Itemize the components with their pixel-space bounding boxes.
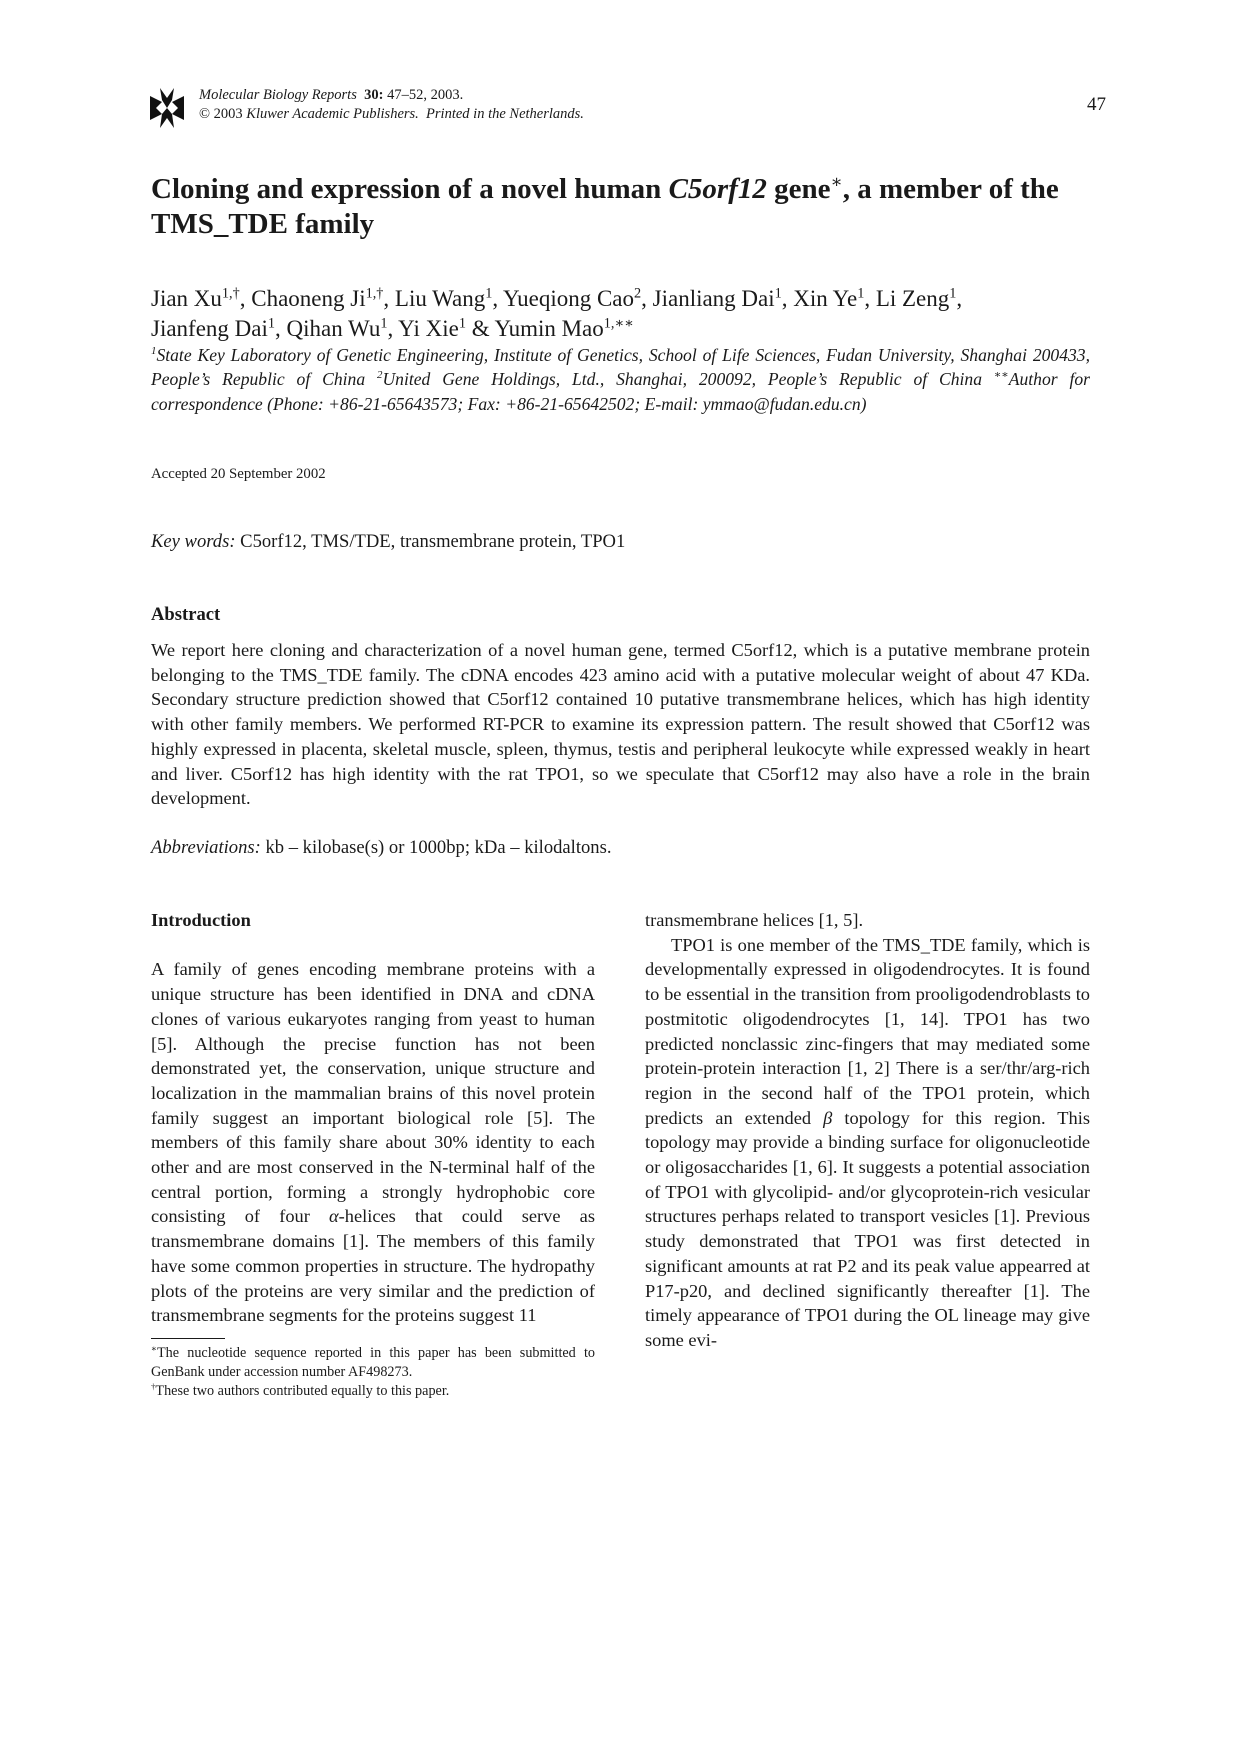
correspondence-info: Author for correspondence (Phone: +86-21-65643573; Fax: +86-21-65642502; E-mail: ymmao@fudan.edu.cn) <box>151 369 1090 414</box>
author-name: Jianliang Dai <box>652 286 775 311</box>
affiliation-2: United Gene Holdings, Ltd., Shanghai, 200092, People’s Republic of China <box>382 369 994 390</box>
introduction-heading: Introduction <box>151 910 251 930</box>
author-separator: , <box>956 286 963 311</box>
intro-p2-text-b: topology for this region. This topology may provide a binding surface for oligonucleotide or oligosaccharides [1, 6]. It suggests a potential association of TPO1 with glycolipid- and/or glycoprotein-rich vesicular structures perhaps related to transport vesicles [1]. Previous study demonstrated that TPO1 was first detected in significant amounts at rat P2 and its peak value appearred at P17-p20, and declined significantly thereafter [1]. The timely appearance of TPO1 during the OL lineage may give some evi- <box>645 1107 1090 1350</box>
author <box>653 286 782 311</box>
keywords-list: C5orf12, TMS/TDE, transmembrane protein, TPO1 <box>235 531 626 552</box>
author-separator: & <box>465 316 495 341</box>
footnote-mark: ∗ <box>151 1343 157 1354</box>
author <box>395 286 492 311</box>
author-name: Liu Wang <box>394 286 486 311</box>
title-part-2: gene <box>766 173 831 205</box>
author-name: Yueqiong Cao <box>503 286 635 311</box>
abbreviations-label: Abbreviations: <box>151 837 261 858</box>
author-separator: , <box>239 286 252 311</box>
author-affiliation-mark: 1,† <box>365 285 384 302</box>
author-name: Li Zeng <box>875 286 950 311</box>
author-separator: , <box>641 286 653 311</box>
abbreviations <box>151 837 612 859</box>
right-column <box>645 908 1090 1353</box>
author-name: Yumin Mao <box>494 316 604 341</box>
author-name: Xin Ye <box>793 286 858 311</box>
copyright-year: 2003 <box>213 106 243 122</box>
author-affiliation-mark: 1 <box>857 285 865 302</box>
footnote-rule <box>151 1338 225 1339</box>
left-column <box>151 908 595 1328</box>
author <box>495 316 634 341</box>
footnotes <box>151 1344 595 1401</box>
journal-citation-line <box>199 86 584 105</box>
publisher-logo-svg <box>150 88 184 128</box>
journal-volume: 30: <box>364 87 384 103</box>
author-affiliation-mark: 1 <box>485 285 493 302</box>
author <box>876 286 957 311</box>
intro-paragraph-1-continued: transmembrane helices [1, 5]. <box>645 910 864 930</box>
author <box>503 286 641 311</box>
footnote-mark: † <box>151 1381 156 1392</box>
alpha-symbol: α <box>329 1206 339 1227</box>
journal-name: Molecular Biology Reports <box>199 87 357 103</box>
author-affiliation-mark: 1 <box>458 315 466 332</box>
author-affiliation-mark: 1,† <box>221 285 240 302</box>
page-number: 47 <box>1087 94 1106 115</box>
paper-title <box>151 172 1096 242</box>
author-separator: , <box>275 316 287 341</box>
title-part-1: Cloning and expression of a novel human <box>151 173 669 205</box>
publisher-name: Kluwer Academic Publishers. <box>246 106 419 122</box>
intro-p1-text-b: -helices that could serve as transmembrane domains [1]. The members of this family have some common properties in structure. The hydropathy plots of the proteins are very similar and the prediction of transmembrane segments for the proteins suggest 11 <box>151 1206 595 1326</box>
title-part-3: , a member of the TMS_TDE family <box>151 173 1059 240</box>
author <box>151 286 240 311</box>
correspondence-mark: ∗∗ <box>993 369 1009 382</box>
accepted-date: Accepted 20 September 2002 <box>151 466 326 482</box>
author <box>151 316 275 341</box>
affiliation-mark: 1 <box>151 345 157 358</box>
intro-paragraph-1 <box>151 957 595 1328</box>
author-name: Yi Xie <box>398 316 459 341</box>
printed-note: Printed in the Netherlands. <box>426 106 584 122</box>
author <box>251 286 383 311</box>
keywords-label: Key words: <box>151 531 236 552</box>
intro-p2-text-a: TPO1 is one member of the TMS_TDE family, which is developmentally expressed in oligodendrocytes. It is found to be essential in the transition from prooligodendroblasts to postmitotic oligodendrocytes [1, 14]. TPO1 has two predicted nonclassic zinc-fingers that may mediated some protein-protein interaction [1, 2] There is a ser/thr/arg-rich region in the second half of the TPO1 protein, which predicts an extended <box>645 934 1090 1128</box>
abbreviations-text: kb – kilobase(s) or 1000bp; kDa – kilodaltons. <box>260 837 612 858</box>
intro-paragraph-2 <box>645 933 1090 1353</box>
author <box>398 316 466 341</box>
author-affiliation-mark: 1 <box>949 285 957 302</box>
abstract-heading: Abstract <box>151 604 221 625</box>
journal-header <box>199 86 584 124</box>
copyright-symbol: © <box>199 106 211 122</box>
author-separator: , <box>864 286 876 311</box>
journal-pages-year: 47–52, 2003. <box>387 87 464 103</box>
author-separator: , <box>383 286 395 311</box>
author-affiliation-mark: 1,∗∗ <box>603 315 634 332</box>
author-name: Jianfeng Dai <box>151 316 268 341</box>
title-footnote-mark: ∗ <box>830 171 843 192</box>
affiliations <box>151 343 1090 416</box>
footnote-text: These two authors contributed equally to this paper. <box>155 1383 450 1399</box>
copyright-line <box>199 105 584 124</box>
keywords <box>151 531 625 553</box>
title-gene-name: C5orf12 <box>668 173 767 205</box>
affiliation-1: State Key Laboratory of Genetic Engineering, Institute of Genetics, School of Life Sciences, Fudan University, Shanghai 200433, People’s Republic of China <box>151 345 1090 390</box>
footnote-1 <box>151 1344 595 1382</box>
author-name: Jian Xu <box>151 286 222 311</box>
author-separator: , <box>387 316 399 341</box>
author <box>287 316 388 341</box>
author-name: Chaoneng Ji <box>251 286 366 311</box>
author-affiliation-mark: 1 <box>267 315 276 332</box>
publisher-logo-icon <box>150 88 184 128</box>
intro-p1-text-a: A family of genes encoding membrane proteins with a unique structure has been identified in DNA and cDNA clones of various eukaryotes ranging from yeast to human [5]. Although the precise function has not been demonstrated yet, the conservation, unique structure and localization in the mammalian brains of this novel protein family suggest an important biological role [5]. The members of this family share about 30% identity to each other and are most conserved in the N-terminal half of the central portion, forming a strongly hydrophobic core consisting of four <box>151 959 595 1227</box>
author-affiliation-mark: 1 <box>380 315 388 332</box>
beta-symbol: β <box>823 1107 833 1128</box>
author-name: Qihan Wu <box>286 316 381 341</box>
author-separator: , <box>781 286 794 311</box>
author-list <box>151 284 1090 344</box>
abstract-text: We report here cloning and characterization of a novel human gene, termed C5orf12, which is a putative membrane protein belonging to the TMS_TDE family. The cDNA encodes 423 amino acid with a putative molecular weight of about 47 KDa. Secondary structure prediction showed that C5orf12 contained 10 putative transmembrane helices, which has high identity with other family members. We performed RT-PCR to examine its expression pattern. The result showed that C5orf12 was highly expressed in placenta, skeletal muscle, spleen, thymus, testis and peripheral leukocyte while expressed weakly in heart and liver. C5orf12 has high identity with the rat TPO1, so we speculate that C5orf12 may also have a role in the brain development. <box>151 640 1090 809</box>
affiliation-mark: 2 <box>377 369 383 382</box>
footnote-2 <box>151 1382 595 1401</box>
author-separator: , <box>492 286 504 311</box>
author-affiliation-mark: 1 <box>774 285 782 302</box>
footnote-text: The nucleotide sequence reported in this paper has been submitted to GenBank under accession number AF498273. <box>151 1345 595 1380</box>
author <box>793 286 864 311</box>
author-affiliation-mark: 2 <box>634 285 642 302</box>
